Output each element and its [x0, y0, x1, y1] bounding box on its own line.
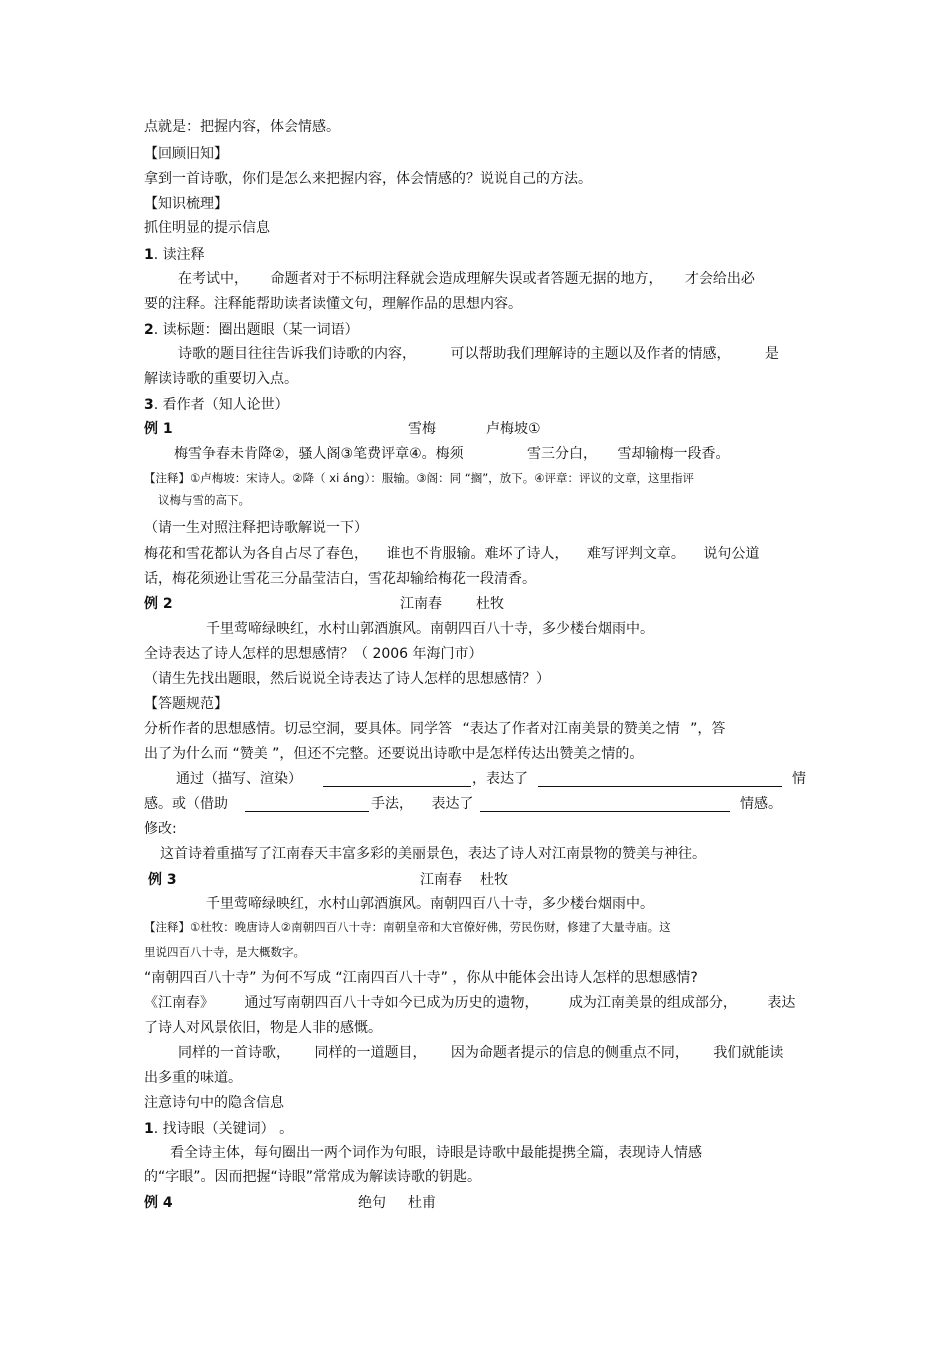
paragraph-line: 出多重的味道。: [144, 1070, 242, 1086]
item-heading: [144, 1120, 293, 1138]
item-number: 1: [144, 247, 154, 263]
poem-title: 雪梅: [408, 421, 436, 437]
paragraph-line: 诗歌的题目往往告诉我们诗歌的内容， 可以帮助我们理解诗的主题以及作者的情感， 是: [178, 346, 779, 362]
example-label: 例 1: [144, 421, 173, 437]
template-text: 手法， 表达了: [371, 796, 474, 812]
paragraph-line: 这首诗着重描写了江南春天丰富多彩的美丽景色，表达了诗人对江南景物的赞美与神往。: [160, 846, 706, 862]
item-title: . 找诗眼（关键词） 。: [153, 1121, 294, 1137]
example-label: 例 2: [144, 596, 173, 612]
item-heading: [144, 321, 359, 339]
text-line: 点就是：把握内容，体会情感。: [144, 119, 340, 135]
poem-title: 江南春: [400, 596, 442, 612]
paragraph-line: 看全诗主体，每句圈出一两个词作为句眼，诗眼是诗歌中最能提携全篇，表现诗人情感: [170, 1145, 702, 1161]
paragraph-line: 了诗人对风景依旧，物是人非的感慨。: [144, 1020, 382, 1036]
item-heading: [144, 396, 289, 414]
annotation-line: 【注释】①卢梅坡：宋诗人。②降（ xi áng）：服输。③阁：同 “搁”，放下。④评章：评议的文章，这里指评: [144, 471, 695, 485]
template-text: 情感。: [740, 796, 782, 812]
poem-author: 杜牧: [476, 596, 504, 612]
subheading: 注意诗句中的隐含信息: [144, 1095, 284, 1111]
paragraph-line: 同样的一首诗歌， 同样的一道题目， 因为命题者提示的信息的侧重点不同， 我们就能读: [178, 1045, 784, 1061]
template-text: 感。或（借助: [144, 796, 228, 812]
paragraph-line: 梅花和雪花都认为各自占尽了春色， 谁也不肯服输。难坏了诗人， 难写评判文章。 说句公道: [144, 546, 760, 562]
poem-text: 雪三分白， 雪却输梅一段香。: [527, 446, 730, 462]
subheading: 抓住明显的提示信息: [144, 220, 270, 236]
annotation-line: 【注释】①杜牧：晚唐诗人②南朝四百八十寺：南朝皇帝和大官僚好佛，劳民伤财，修建了大量寺庙。这: [144, 920, 671, 934]
fill-blank: [245, 797, 369, 812]
template-text: 情: [792, 771, 806, 787]
poem-title: 江南春: [420, 872, 462, 888]
annotation-line: 里说四百八十寺，是大概数字。: [144, 945, 305, 959]
poem-author: 杜牧: [480, 872, 508, 888]
question-line: 全诗表达了诗人怎样的思想感情？（ 2006 年海门市）: [144, 646, 483, 662]
paragraph-line: 分析作者的思想感情。切忌空洞，要具体。同学答 “表达了作者对江南美景的赞美之情 ”，答: [144, 721, 726, 737]
fill-blank: [323, 772, 471, 787]
paragraph-line: 在考试中， 命题者对于不标明注释就会造成理解失误或者答题无据的地方， 才会给出必: [178, 271, 755, 287]
template-text: 通过（描写、渲染）: [176, 771, 302, 787]
item-title: . 读注释: [153, 247, 205, 263]
item-number: 1: [144, 1121, 154, 1137]
example-label: 例 3: [148, 872, 177, 888]
question-line: “南朝四百八十寺” 为何不写成 “江南四百八十寺” ，你从中能体会出诗人怎样的思想感情?: [144, 970, 698, 986]
annotation-line: 议梅与雪的高下。: [158, 493, 250, 507]
paragraph-line: 出了为什么而 “赞美 ”，但还不完整。还要说出诗歌中是怎样传达出赞美之情的。: [144, 746, 644, 762]
section-heading: 【回顾旧知】: [144, 146, 228, 162]
fill-blank: [480, 797, 730, 812]
poem-text: 梅雪争春未肯降②，骚人阁③笔费评章④。梅须: [174, 446, 464, 462]
poem-text: 千里莺啼绿映红，水村山郭酒旗风。南朝四百八十寺，多少楼台烟雨中。: [206, 621, 654, 637]
subheading: 修改:: [144, 821, 177, 837]
paragraph-line: 要的注释。注释能帮助读者读懂文句，理解作品的思想内容。: [144, 296, 522, 312]
item-title: . 读标题：圈出题眼（某一词语）: [153, 322, 359, 338]
paragraph-line: 《江南春》 通过写南朝四百八十寺如今已成为历史的遗物， 成为江南美景的组成部分， 表达: [144, 995, 796, 1011]
item-number: 3: [144, 397, 154, 413]
poem-author: 卢梅坡①: [486, 421, 541, 437]
paragraph-line: 话，梅花须逊让雪花三分晶莹洁白，雪花却输给梅花一段清香。: [144, 571, 536, 587]
template-text: ，表达了: [472, 771, 528, 787]
item-heading: [144, 246, 205, 264]
poem-text: 千里莺啼绿映红，水村山郭酒旗风。南朝四百八十寺，多少楼台烟雨中。: [206, 896, 654, 912]
item-number: 2: [144, 322, 154, 338]
poem-author: 杜甫: [408, 1195, 436, 1211]
text-line: （请一生对照注释把诗歌解说一下）: [144, 520, 368, 536]
item-title: . 看作者（知人论世）: [153, 397, 289, 413]
paragraph-line: 的“字眼”。因而把握“诗眼”常常成为解读诗歌的钥匙。: [144, 1169, 482, 1185]
paragraph-line: 解读诗歌的重要切入点。: [144, 371, 298, 387]
text-line: 拿到一首诗歌，你们是怎么来把握内容，体会情感的？说说自己的方法。: [144, 171, 592, 187]
section-heading: 【知识梳理】: [144, 196, 228, 212]
example-label: 例 4: [144, 1195, 173, 1211]
section-heading: 【答题规范】: [144, 696, 228, 712]
poem-title: 绝句: [358, 1195, 386, 1211]
fill-blank: [538, 772, 782, 787]
text-line: （请生先找出题眼，然后说说全诗表达了诗人怎样的思想感情？）: [144, 671, 550, 687]
